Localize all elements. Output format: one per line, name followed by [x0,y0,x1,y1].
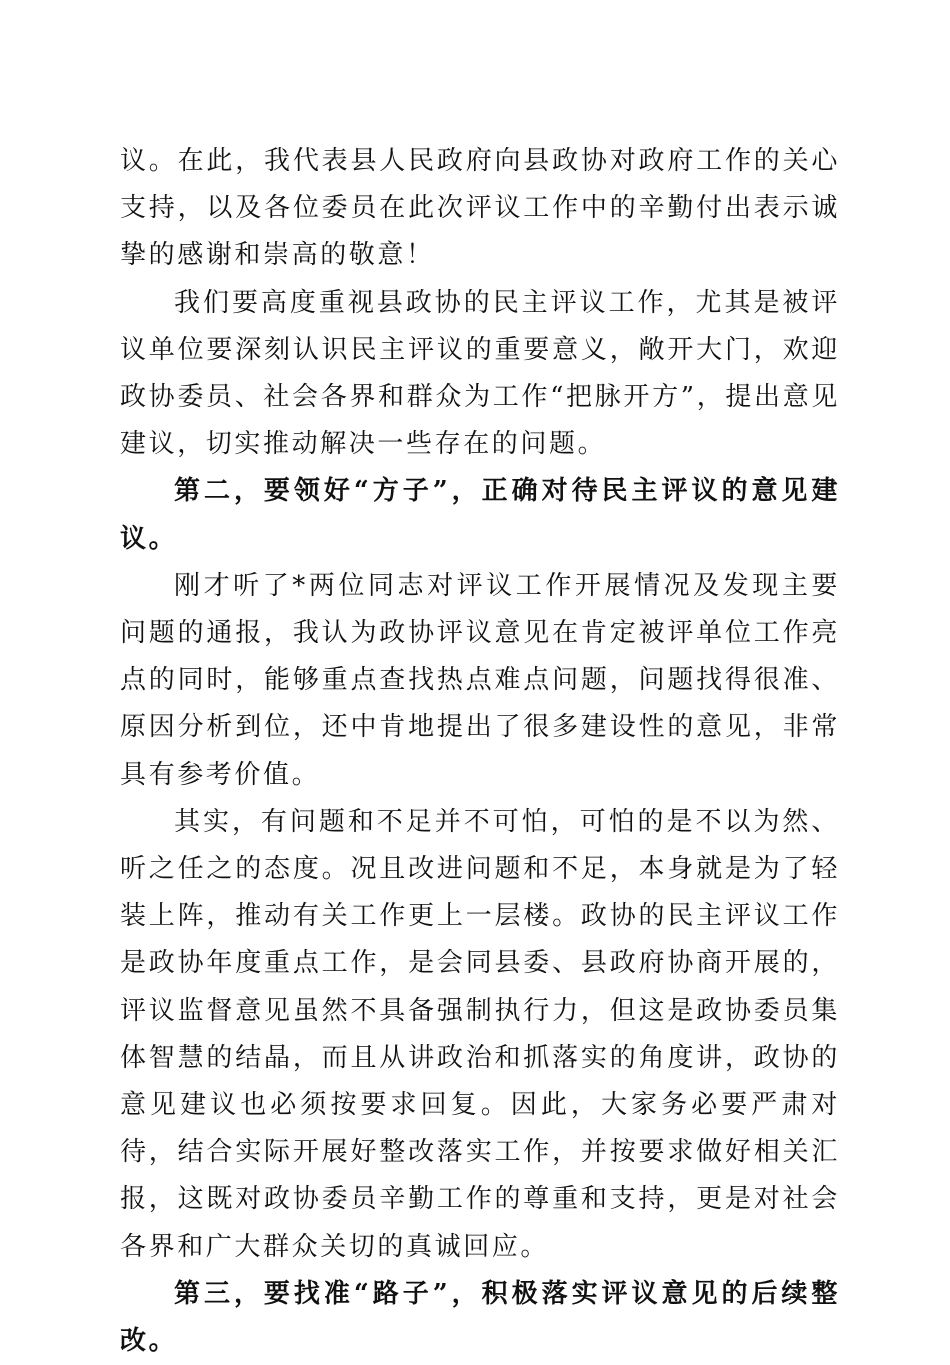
document-page [120,138,840,1365]
paragraph-report: 刚才听了*两位同志对评议工作开展情况及发现主要问题的通报，我认为政协评议意见在肯定被评单位工作亮点的同时，能够重点查找热点难点问题，问题找得很准、原因分析到位，还中肯地提出了很多建设性的意见，非常具有参考价值。 [120,570,840,790]
section-heading-third: 第三，要找准“路子”，积极落实评议意见的后续整改。 [120,1278,840,1357]
paragraph-attention: 我们要高度重视县政协的民主评议工作，尤其是被评议单位要深刻认识民主评议的重要意义，敞开大门，欢迎政协委员、社会各界和群众为工作“把脉开方”，提出意见建议，切实推动解决一些存在的问题。 [120,287,840,460]
paragraph-thanks: 议。在此，我代表县人民政府向县政协对政府工作的关心支持，以及各位委员在此次评议工作中的辛勤付出表示诚挚的感谢和崇高的敬意！ [120,146,840,271]
section-heading-second: 第二，要领好“方子”，正确对待民主评议的意见建议。 [120,476,840,554]
paragraph-problems: 其实，有问题和不足并不可怕，可怕的是不以为然、听之任之的态度。况且改进问题和不足，本身就是为了轻装上阵，推动有关工作更上一层楼。政协的民主评议工作是政协年度重点工作，是会同县委、县政府协商开展的，评议监督意见虽然不具备强制执行力，但这是政协委员集体智慧的结晶，而且从讲政治和抓落实的角度讲，政协的意见建议也必须按要求回复。因此，大家务必要严肃对待，结合实际开展好整改落实工作，并按要求做好相关汇报，这既对政协委员辛勤工作的尊重和支持，更是对社会各界和广大群众关切的真诚回应。 [120,806,840,1262]
